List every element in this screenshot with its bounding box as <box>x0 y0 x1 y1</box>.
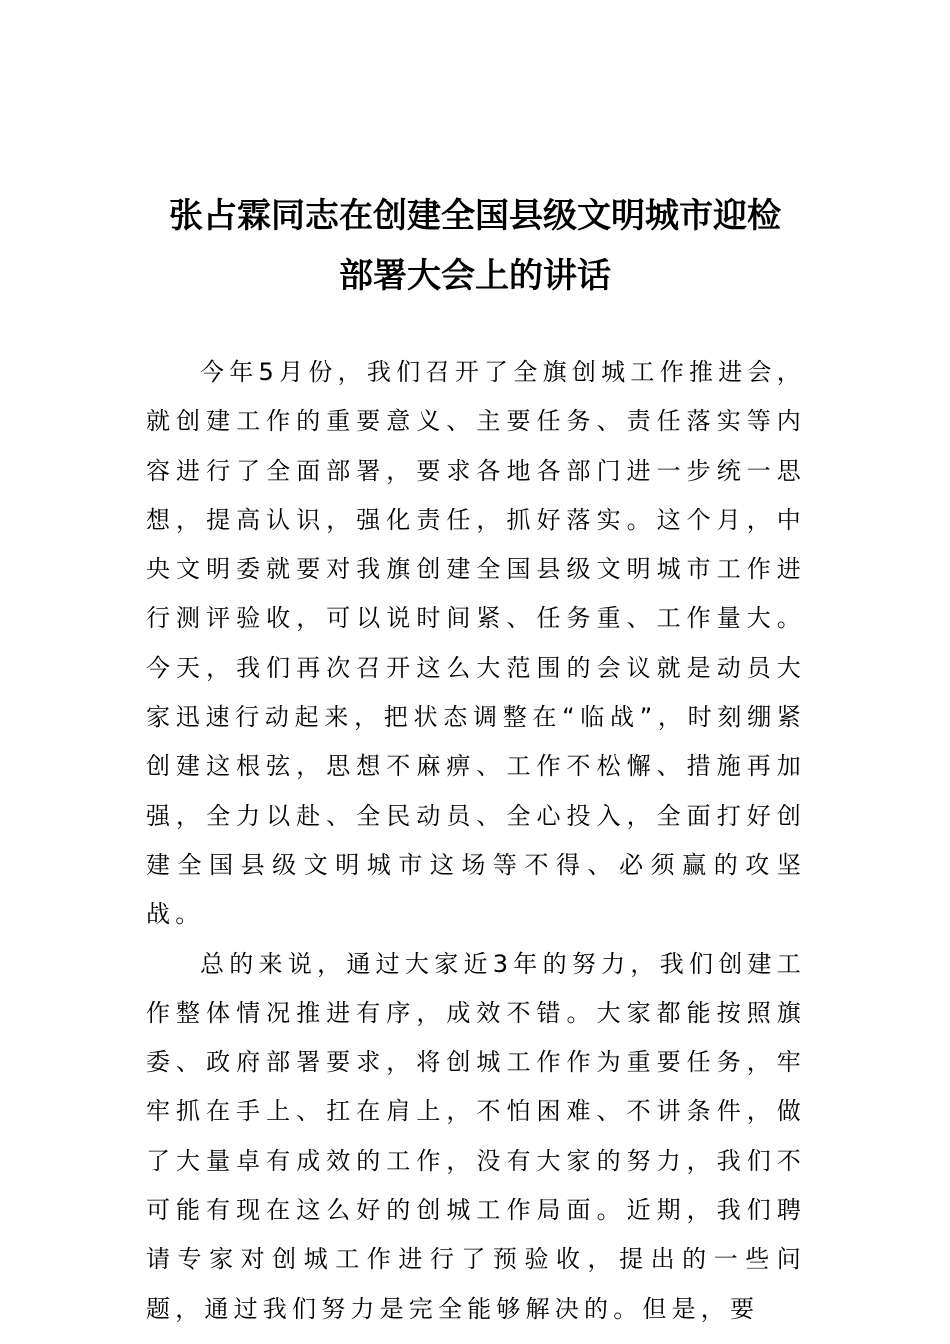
title-line-2: 部署大会上的讲话 <box>339 256 611 296</box>
paragraph-1: 今年5月份，我们召开了全旗创城工作推进会，就创建工作的重要意义、主要任务、责任落实等内容进行了全面部署，要求各地各部门进一步统一思想，提高认识，强化责任，抓好落实。这个月，中央文明委就要对我旗创建全国县级文明城市工作进行测评验收，可以说时间紧、任务重、工作量大。今天，我们再次召开这么大范围的会议就是动员大家迅速行动起来，把状态调整在“临战”，时刻绷紧创建这根弦，思想不麻痹、工作不松懈、措施再加强，全力以赴、全民动员、全心投入，全面打好创建全国县级文明城市这场等不得、必须赢的攻坚战。 <box>146 358 806 929</box>
document-body <box>146 348 806 1334</box>
title-line-1: 张占霖同志在创建全国县级文明城市迎检 <box>169 196 781 236</box>
paragraph-2: 总的来说，通过大家近3年的努力，我们创建工作整体情况推进有序，成效不错。大家都能按照旗委、政府部署要求，将创城工作作为重要任务，牢牢抓在手上、扛在肩上，不怕困难、不讲条件，做了大量卓有成效的工作，没有大家的努力，我们不可能有现在这么好的创城工作局面。近期，我们聘请专家对创城工作进行了预验收，提出的一些问题，通过我们努力是完全能够解决的。但是，要 <box>146 949 806 1323</box>
document-title <box>120 186 830 306</box>
